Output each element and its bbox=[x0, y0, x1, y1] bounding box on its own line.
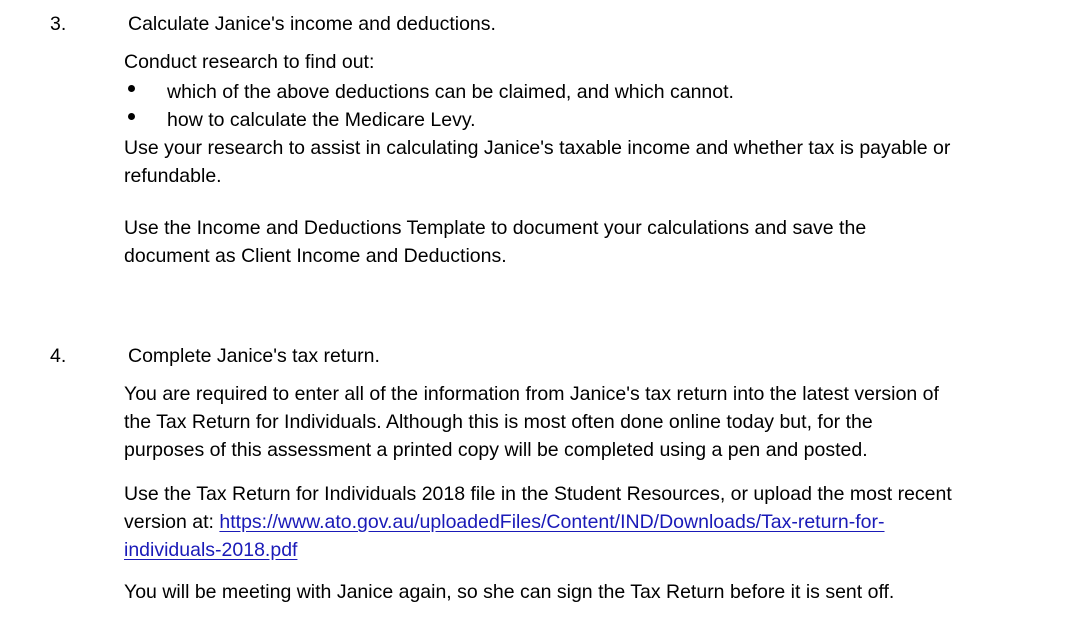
section-4-heading: Complete Janice's tax return. bbox=[128, 345, 380, 367]
section-3-number: 3. bbox=[50, 13, 67, 35]
section-3-para-2-line-2: document as Client Income and Deductions. bbox=[124, 245, 507, 267]
ato-tax-return-link-continued[interactable]: individuals-2018.pdf bbox=[124, 539, 298, 561]
section-3-bullet-1: which of the above deductions can be claimed, and which cannot. bbox=[167, 81, 734, 103]
ato-tax-return-link[interactable]: https://www.ato.gov.au/uploadedFiles/Content/IND/Downloads/Tax-return-for- bbox=[219, 511, 885, 533]
section-3-heading: Calculate Janice's income and deductions. bbox=[128, 13, 496, 35]
section-4-para-2-line-3 bbox=[124, 536, 297, 564]
section-4-number: 4. bbox=[50, 345, 67, 367]
bullet-icon bbox=[128, 85, 135, 92]
section-4-para-3: You will be meeting with Janice again, so she can sign the Tax Return before it is sent off. bbox=[124, 581, 895, 603]
section-3-para-1-line-2: refundable. bbox=[124, 165, 222, 187]
bullet-icon bbox=[128, 113, 135, 120]
section-4-para-2-prefix: version at: bbox=[124, 511, 220, 533]
section-3-para-2-line-1: Use the Income and Deductions Template to document your calculations and save the bbox=[124, 217, 867, 239]
section-4-para-2-line-2 bbox=[124, 508, 885, 536]
section-3-intro: Conduct research to find out: bbox=[124, 51, 375, 73]
section-4-para-1-line-3: purposes of this assessment a printed copy will be completed using a pen and posted. bbox=[124, 439, 868, 461]
section-3-para-1-line-1: Use your research to assist in calculating Janice's taxable income and whether tax is payable or bbox=[124, 137, 951, 159]
section-3-bullet-2: how to calculate the Medicare Levy. bbox=[167, 109, 476, 131]
section-4-para-1-line-2: the Tax Return for Individuals. Although this is most often done online today but, for the bbox=[124, 411, 873, 433]
section-4-para-1-line-1: You are required to enter all of the information from Janice's tax return into the latest version of bbox=[124, 383, 939, 405]
section-4-para-2-line-1: Use the Tax Return for Individuals 2018 file in the Student Resources, or upload the most recent bbox=[124, 483, 952, 505]
